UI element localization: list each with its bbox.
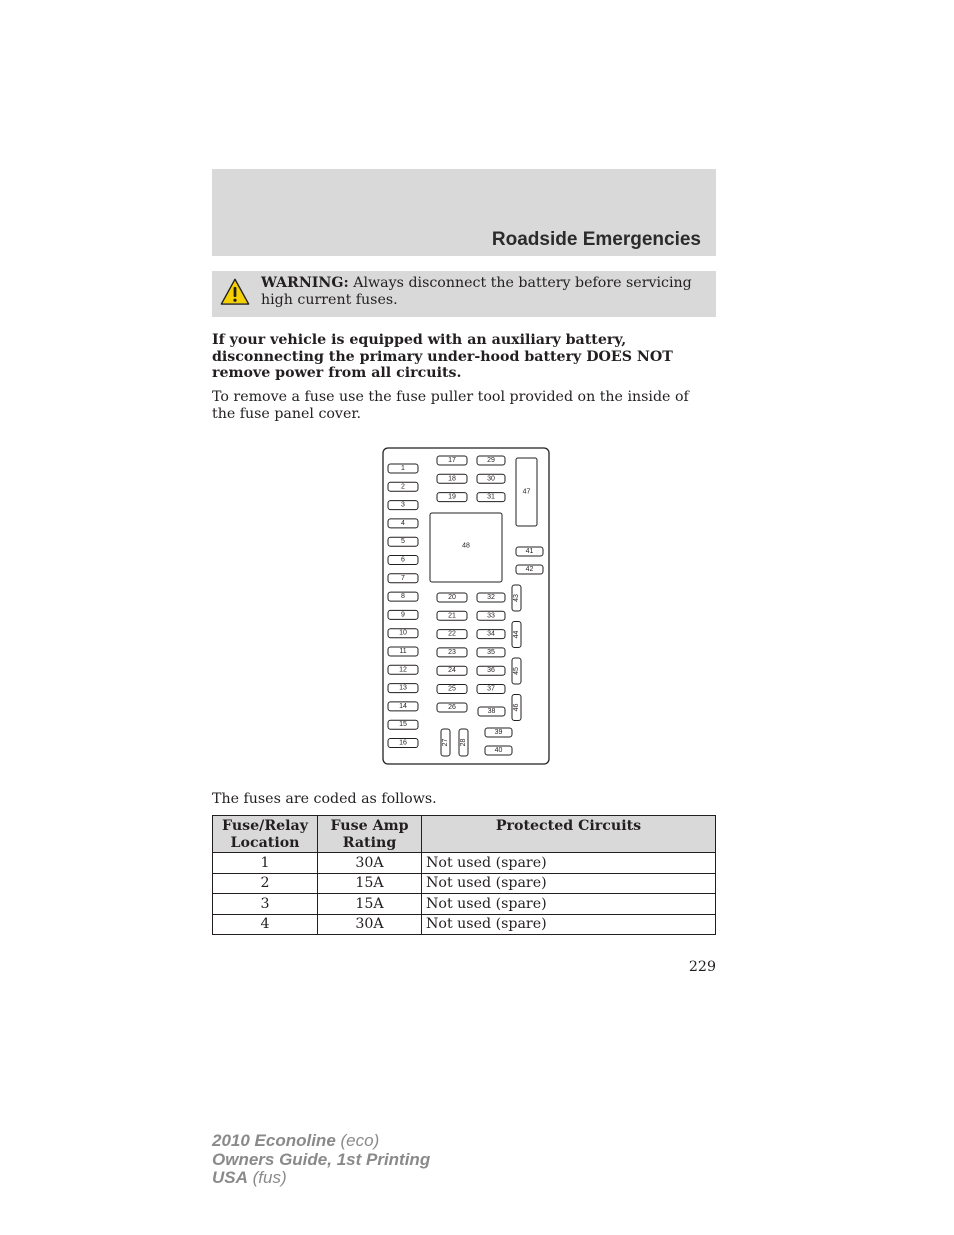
fuse-label: 48 bbox=[462, 542, 470, 550]
warning-box bbox=[212, 271, 716, 317]
fuse-label: 7 bbox=[401, 574, 405, 582]
fuse-label: 3 bbox=[401, 501, 405, 509]
fuse-label: 46 bbox=[513, 703, 520, 712]
fuse-label: 20 bbox=[448, 594, 456, 601]
fuse-label: 17 bbox=[448, 457, 456, 464]
fuse-label: 10 bbox=[399, 629, 407, 637]
fuse-label: 4 bbox=[401, 519, 405, 527]
auxiliary-battery-notice: If your vehicle is equipped with an auxiliary battery, disconnecting the primary under-hood battery DOES NOT remove power from all circuits. bbox=[212, 332, 673, 381]
fuse-table bbox=[212, 815, 716, 935]
warning-label: WARNING: bbox=[261, 275, 349, 291]
fuse-label: 6 bbox=[401, 556, 405, 564]
fuse-label: 9 bbox=[401, 611, 405, 619]
fuse-label: 5 bbox=[401, 538, 405, 546]
fuse-label: 44 bbox=[513, 630, 520, 639]
fuse-label: 18 bbox=[448, 475, 456, 483]
fuse-label: 47 bbox=[522, 488, 531, 496]
cell-protected-circuits: Not used (spare) bbox=[422, 853, 716, 874]
warning-triangle-icon bbox=[220, 278, 250, 306]
fuse-label: 38 bbox=[487, 708, 496, 715]
header-location: Fuse/Relay Location bbox=[213, 816, 318, 853]
section-title: Roadside Emergencies bbox=[491, 229, 701, 250]
cell-amp-rating: 15A bbox=[318, 873, 422, 894]
header-amp-rating: Fuse Amp Rating bbox=[318, 816, 422, 853]
fuse-label: 26 bbox=[448, 704, 456, 711]
fuse-label: 36 bbox=[487, 667, 495, 675]
warning-message: Always disconnect the battery before servicing high current fuses. bbox=[261, 275, 692, 308]
cell-location: 1 bbox=[213, 853, 318, 874]
footer-line-model bbox=[212, 1132, 430, 1151]
fuse-label: 13 bbox=[399, 684, 407, 692]
fuse-label: 1 bbox=[401, 465, 405, 472]
fuse-label: 28 bbox=[460, 738, 467, 747]
footer-line-region bbox=[212, 1169, 430, 1188]
cell-protected-circuits: Not used (spare) bbox=[422, 873, 716, 894]
fuse-label: 40 bbox=[494, 747, 503, 754]
cell-amp-rating: 30A bbox=[318, 853, 422, 874]
fuse-label: 23 bbox=[448, 648, 456, 656]
footer-region-code: (fus) bbox=[247, 1168, 287, 1187]
fuse-label: 11 bbox=[399, 648, 407, 655]
fuse-label: 22 bbox=[448, 630, 456, 638]
fuse-label: 37 bbox=[487, 685, 495, 693]
fuse-label: 27 bbox=[442, 738, 449, 747]
fuse-label: 34 bbox=[487, 630, 495, 638]
fuse-label: 42 bbox=[525, 566, 534, 573]
footer-printing: Owners Guide, 1st Printing bbox=[212, 1149, 431, 1169]
fuse-label: 39 bbox=[494, 729, 503, 736]
page-number: 229 bbox=[688, 959, 716, 975]
table-row bbox=[213, 853, 716, 874]
fuse-label: 24 bbox=[448, 667, 456, 675]
fuse-removal-instruction: To remove a fuse use the fuse puller tool provided on the inside of the fuse panel cover. bbox=[212, 389, 689, 422]
fuse-label: 12 bbox=[399, 666, 407, 674]
fuse-label: 15 bbox=[399, 721, 407, 729]
fuse-label: 43 bbox=[513, 594, 520, 602]
table-row bbox=[213, 894, 716, 915]
cell-protected-circuits: Not used (spare) bbox=[422, 914, 716, 935]
fuse-label: 30 bbox=[487, 475, 495, 483]
fuse-label: 29 bbox=[487, 457, 495, 464]
fuse-label: 2 bbox=[401, 483, 405, 491]
fuse-label: 14 bbox=[399, 702, 407, 710]
fuse-label: 31 bbox=[487, 493, 495, 501]
header-band bbox=[212, 169, 716, 256]
footer-line-printing bbox=[212, 1151, 430, 1170]
cell-location: 4 bbox=[213, 914, 318, 935]
cell-amp-rating: 15A bbox=[318, 894, 422, 915]
fuse-label: 21 bbox=[448, 612, 456, 620]
table-row bbox=[213, 914, 716, 935]
fuse-table-caption: The fuses are coded as follows. bbox=[212, 791, 437, 807]
table-row bbox=[213, 873, 716, 894]
header-protected-circuits: Protected Circuits bbox=[422, 816, 716, 853]
footer-region: USA bbox=[212, 1168, 248, 1187]
footer-model-code: (eco) bbox=[335, 1131, 380, 1150]
fuse-label: 32 bbox=[487, 594, 495, 601]
fuse-label: 19 bbox=[448, 493, 456, 501]
cell-location: 3 bbox=[213, 894, 318, 915]
fuse-label: 35 bbox=[487, 648, 495, 656]
fuse-label: 45 bbox=[513, 667, 520, 675]
document-footer bbox=[212, 1132, 430, 1188]
fuse-label: 16 bbox=[399, 739, 407, 747]
fuse-panel-diagram bbox=[382, 447, 550, 765]
footer-model-name: 2010 Econoline bbox=[212, 1131, 336, 1150]
fuse-label: 33 bbox=[487, 612, 495, 620]
fuse-table-header-row bbox=[213, 816, 716, 853]
fuse-label: 41 bbox=[525, 548, 534, 555]
warning-text bbox=[261, 275, 709, 308]
fuse-label: 8 bbox=[401, 593, 405, 601]
cell-protected-circuits: Not used (spare) bbox=[422, 894, 716, 915]
fuse-label: 25 bbox=[448, 685, 456, 693]
cell-location: 2 bbox=[213, 873, 318, 894]
cell-amp-rating: 30A bbox=[318, 914, 422, 935]
